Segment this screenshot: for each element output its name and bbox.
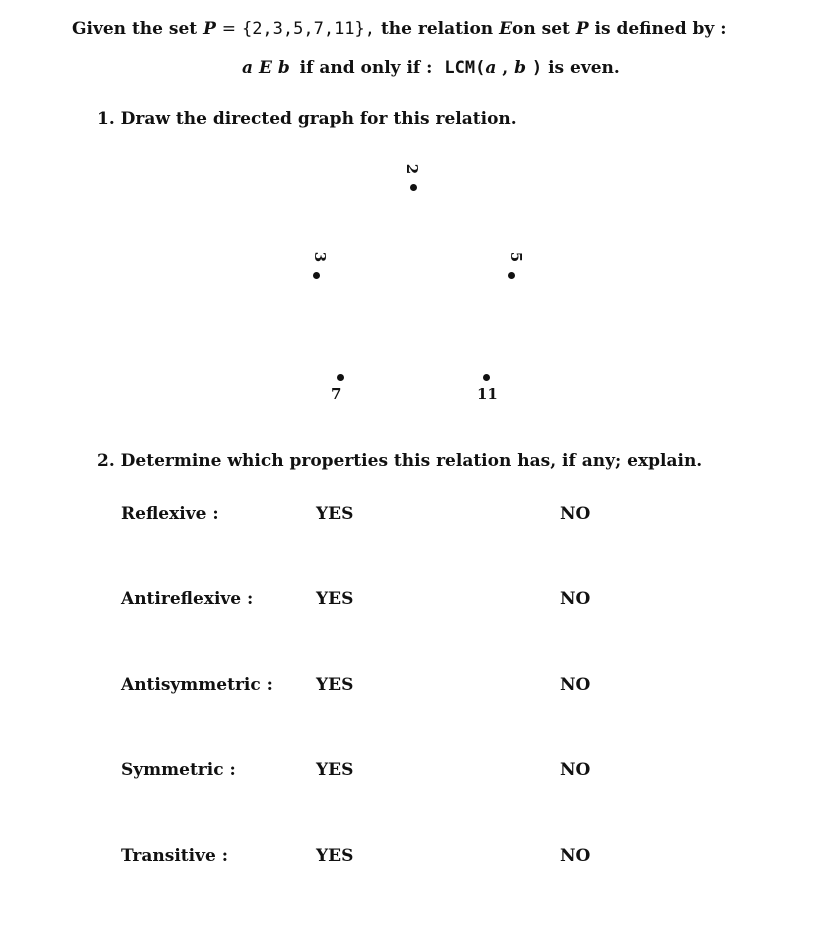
rule-lcm-sep: , [502, 58, 509, 78]
set-name-2: P [575, 19, 589, 39]
property-antireflexive-yes[interactable]: YES [316, 589, 354, 609]
vertex-3-dot [313, 272, 320, 279]
set-name: P [203, 19, 216, 39]
vertex-5-dot [508, 272, 515, 279]
intro-on: on set [512, 19, 570, 39]
vertex-2-label: 2 [403, 163, 422, 175]
intro-suffix: is defined by : [594, 19, 727, 39]
equals-sign: = [221, 19, 237, 39]
rule-E: E [258, 58, 272, 78]
rule-lcm: LCM( [444, 58, 486, 78]
vertex-7-label: 7 [331, 385, 342, 403]
vertex-7-dot [337, 374, 344, 381]
rule-b: b [277, 58, 290, 78]
property-reflexive-yes[interactable]: YES [316, 504, 354, 524]
property-reflexive-no[interactable]: NO [560, 504, 591, 524]
rule-a: a [242, 58, 254, 78]
property-reflexive-label: Reflexive : [121, 504, 219, 524]
property-symmetric-label: Symmetric : [121, 760, 236, 780]
vertex-2-dot [410, 184, 417, 191]
property-symmetric-yes[interactable]: YES [316, 760, 354, 780]
relation-name: E [499, 19, 513, 39]
vertex-11-dot [483, 374, 490, 381]
rule-iff: if and only if : [299, 58, 433, 78]
question-1: 1. Draw the directed graph for this relation. [97, 109, 517, 129]
rule-lcm-b: b [514, 58, 526, 78]
rule-lcm-a: a [485, 58, 497, 78]
property-antisymmetric-label: Antisymmetric : [121, 675, 273, 695]
property-transitive-yes[interactable]: YES [316, 846, 354, 866]
rule-end: is even. [548, 58, 620, 78]
property-antireflexive-no[interactable]: NO [560, 589, 591, 609]
property-transitive-label: Transitive : [121, 846, 228, 866]
property-transitive-no[interactable]: NO [560, 846, 591, 866]
set-elements: {2,3,5,7,11}, [241, 19, 376, 39]
vertex-3-label: 3 [311, 251, 330, 263]
rule-lcm-close: ) [531, 58, 543, 78]
question-2: 2. Determine which properties this relation has, if any; explain. [97, 451, 703, 471]
property-symmetric-no[interactable]: NO [560, 760, 591, 780]
intro-prefix: Given the set [72, 19, 198, 39]
vertex-11-label: 11 [477, 385, 498, 403]
property-antisymmetric-no[interactable]: NO [560, 675, 591, 695]
problem-statement [72, 19, 726, 39]
property-antisymmetric-yes[interactable]: YES [316, 675, 354, 695]
property-antireflexive-label: Antireflexive : [121, 589, 254, 609]
vertex-5-label: 5 [507, 251, 526, 263]
intro-mid: the relation [380, 19, 494, 39]
relation-rule [242, 58, 620, 78]
